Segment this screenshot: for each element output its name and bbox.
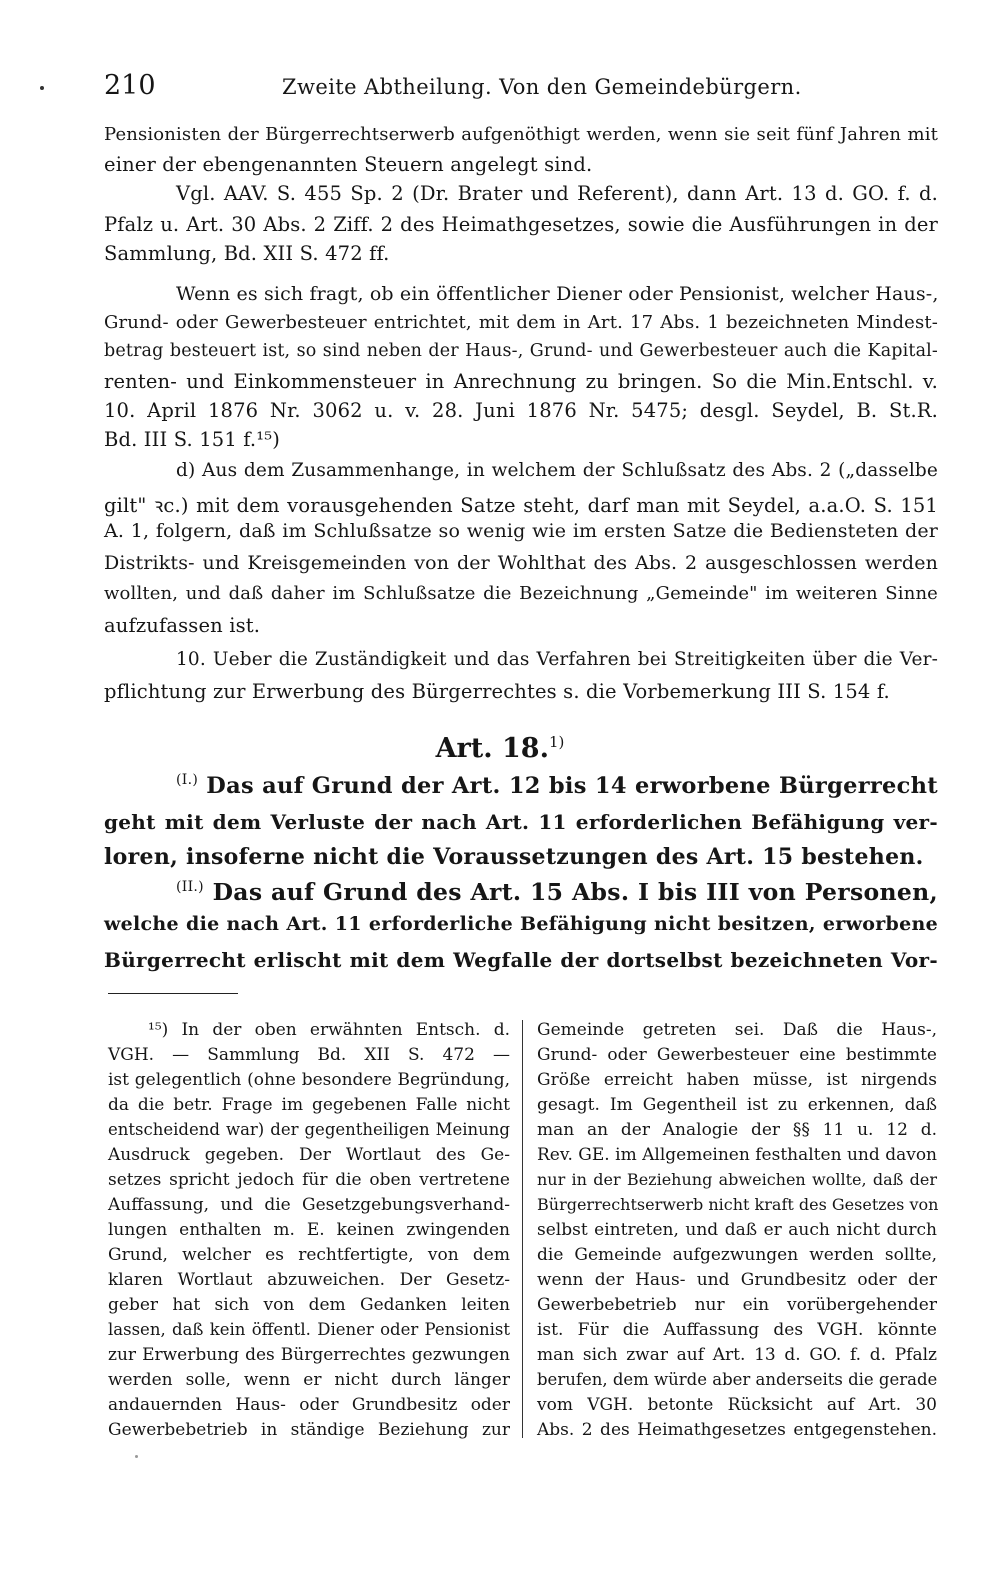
footnote-line-left: lungen enthalten m. E. keinen zwingenden: [108, 1220, 510, 1240]
running-title: Zweite Abtheilung. Von den Gemeindebürgern.: [282, 75, 802, 99]
footnote-line-left: entscheidend war) der gegentheiligen Meinung: [108, 1120, 510, 1139]
footnote-line-right: man sich zwar auf Art. 13 d. GO. f. d. Pfalz: [537, 1345, 937, 1365]
footnote-line-left: da die betr. Frage im gegebenen Falle nicht: [108, 1095, 510, 1115]
body-line: aufzufassen ist.: [104, 614, 261, 637]
article-line-text: Das auf Grund des Art. 15 Abs. I bis III von Personen,: [212, 878, 938, 906]
footnote-line-right: Rev. GE. im Allgemeinen festhalten und davon: [537, 1145, 937, 1165]
footnote-line-left: Auffassung, und die Gesetzgebungsverhand-: [108, 1195, 510, 1215]
body-line: pflichtung zur Erwerbung des Bürgerrechtes s. die Vorbemerkung III S. 154 f.: [104, 680, 890, 703]
body-line: d) Aus dem Zusammenhange, in welchem der Schlußsatz des Abs. 2 („dasselbe: [176, 460, 938, 481]
footnote-line-left: ¹⁵) In der oben erwähnten Entsch. d.: [148, 1020, 510, 1040]
footnote-line-right: selbst eintreten, und daß er auch nicht durch: [537, 1220, 937, 1240]
footnote-line-left: werden solle, wenn er nicht durch länger: [108, 1370, 510, 1390]
footnote-line-left: lassen, daß kein öffentl. Diener oder Pensionist: [108, 1320, 510, 1339]
footnote-line-left: ist gelegentlich (ohne besondere Begründung,: [108, 1070, 510, 1090]
footnote-line-right: vom VGH. betonte Rücksicht auf Art. 30: [537, 1395, 937, 1415]
footnote-line-left: VGH. — Sammlung Bd. XII S. 472 —: [108, 1045, 510, 1065]
body-line: Pfalz u. Art. 30 Abs. 2 Ziff. 2 des Heimathgesetzes, sowie die Ausführungen in der: [104, 213, 938, 236]
article-line: Bürgerrecht erlischt mit dem Wegfalle der dortselbst bezeichneten Vor-: [104, 948, 938, 972]
footnote-line-left: setzes spricht jedoch für die oben vertretene: [108, 1170, 510, 1190]
body-line: betrag besteuert ist, so sind neben der Haus-, Grund- und Gewerbesteuer auch die Kapital-: [104, 341, 938, 361]
footnote-line-right: wenn der Haus- und Grundbesitz oder der: [537, 1270, 937, 1290]
footnote-line-left: klaren Wortlaut abzuweichen. Der Gesetz-: [108, 1270, 510, 1290]
body-line: Sammlung, Bd. XII S. 472 ff.: [104, 242, 390, 265]
paragraph-mark-2: (II.): [176, 879, 204, 895]
body-line: A. 1, folgern, daß im Schlußsatze so wenig wie im ersten Satze die Bediensteten der: [104, 520, 938, 542]
footnote-rule: [108, 993, 238, 994]
body-line: 10. April 1876 Nr. 3062 u. v. 28. Juni 1876 Nr. 5475; desgl. Seydel, B. St.R.: [104, 399, 938, 422]
footnote-line-left: zur Erwerbung des Bürgerrechtes gezwungen: [108, 1345, 510, 1365]
footnote-line-right: Gemeinde getreten sei. Daß die Haus-,: [537, 1020, 937, 1040]
body-line: Wenn es sich fragt, ob ein öffentlicher Diener oder Pensionist, welcher Haus-,: [176, 283, 939, 305]
footnote-line-right: die Gemeinde aufgezwungen werden sollte,: [537, 1245, 937, 1265]
footnote-line-right: Gewerbebetrieb nur ein vorübergehender: [537, 1295, 937, 1315]
footnote-line-left: Gewerbebetrieb in ständige Beziehung zur: [108, 1420, 510, 1440]
body-line: Grund- oder Gewerbesteuer entrichtet, mit dem in Art. 17 Abs. 1 bezeichneten Mindest-: [104, 312, 938, 333]
footnote-line-right: Bürgerrechtserwerb nicht kraft des Gesetzes von: [537, 1195, 939, 1214]
footnote-line-left: geber hat sich von dem Gedanken leiten: [108, 1295, 510, 1315]
article-line: [176, 878, 938, 906]
article-line: welche die nach Art. 11 erforderliche Befähigung nicht besitzen, erworbene: [104, 913, 938, 935]
article-heading-mark: 1): [549, 733, 565, 751]
article-line: geht mit dem Verluste der nach Art. 11 erforderlichen Befähigung ver-: [104, 810, 938, 834]
paragraph-mark-1: (I.): [176, 772, 199, 788]
article-heading: [0, 733, 1000, 764]
body-line: Bd. III S. 151 f.¹⁵): [104, 428, 280, 451]
body-line: gilt" ꝛc.) mit dem vorausgehenden Satze steht, darf man mit Seydel, a.a.O. S. 151: [104, 494, 938, 517]
footnote-line-left: Grund, welcher es rechtfertigte, von dem: [108, 1245, 510, 1265]
page-number: 210: [104, 70, 156, 101]
article-line: [176, 772, 938, 799]
footnote-line-right: gesagt. Im Gegentheil ist zu erkennen, daß: [537, 1095, 937, 1115]
footnote-line-right: Grund- oder Gewerbesteuer eine bestimmte: [537, 1045, 937, 1065]
body-line: Pensionisten der Bürgerrechtserwerb aufgenöthigt werden, wenn sie seit fünf Jahren mit: [104, 124, 938, 145]
footnote-line-right: Abs. 2 des Heimathgesetzes entgegenstehen.: [537, 1420, 937, 1440]
footnote-line-right: berufen, dem würde aber anderseits die gerade: [537, 1370, 938, 1389]
margin-speck: [40, 86, 44, 90]
footnote-line-left: andauernden Haus- oder Grundbesitz oder: [108, 1395, 510, 1415]
body-line: Vgl. AAV. S. 455 Sp. 2 (Dr. Brater und Referent), dann Art. 13 d. GO. f. d.: [176, 182, 938, 205]
body-line: wollten, und daß daher im Schlußsatze die Bezeichnung „Gemeinde" im weiteren Sinne: [104, 583, 938, 604]
footnote-line-right: nur in der Beziehung abweichen wollte, daß der: [537, 1170, 937, 1189]
article-heading-text: Art. 18.: [435, 733, 549, 764]
body-line: 10. Ueber die Zuständigkeit und das Verfahren bei Streitigkeiten über die Ver-: [176, 649, 938, 670]
body-line: einer der ebengenannten Steuern angelegt sind.: [104, 153, 593, 176]
page-header: [104, 68, 940, 108]
margin-speck: [135, 1455, 138, 1458]
article-line: loren, insoferne nicht die Voraussetzungen des Art. 15 bestehen.: [104, 844, 924, 870]
footnote-column-divider: [522, 1020, 523, 1438]
footnote-line-right: man an der Analogie der §§ 11 u. 12 d.: [537, 1120, 937, 1140]
footnote-line-right: ist. Für die Auffassung des VGH. könnte: [537, 1320, 937, 1340]
footnote-line-left: Ausdruck gegeben. Der Wortlaut des Ge-: [108, 1145, 510, 1165]
article-line-text: Das auf Grund der Art. 12 bis 14 erworbene Bürgerrecht: [206, 773, 938, 799]
body-line: Distrikts- und Kreisgemeinden von der Wohlthat des Abs. 2 ausgeschlossen werden: [104, 552, 938, 574]
body-line: renten- und Einkommensteuer in Anrechnung zu bringen. So die Min.Entschl. v.: [104, 370, 938, 393]
footnote-line-right: Größe erreicht haben müsse, ist nirgends: [537, 1070, 937, 1090]
